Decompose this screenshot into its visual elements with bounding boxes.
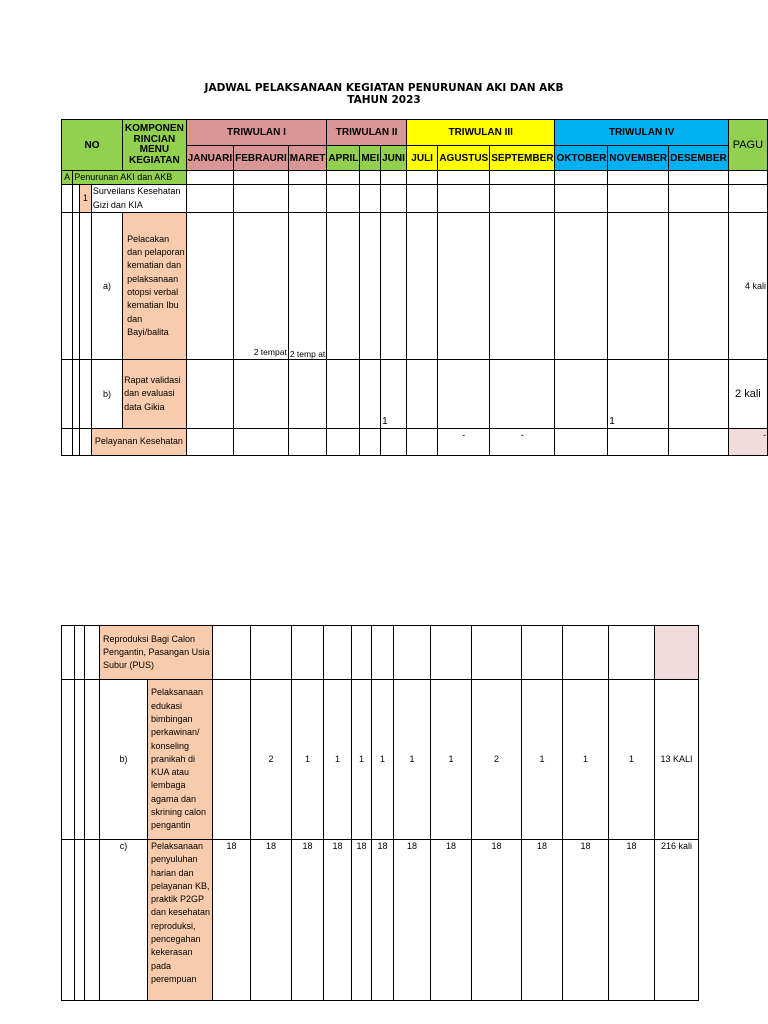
row-b-activity: Rapat validasi dan evaluasi data Gikia [123,360,187,429]
row2-b-jan [213,680,251,840]
row2-b-apr: 1 [324,680,352,840]
row2-c-activity: Pelaksanaan penyuluhan harian dan pelayanan KB, praktik P2GP dan kesehatan reproduksi, pencegahan kekerasan pada perempuan [148,840,213,1001]
row2-c-apr: 18 [324,840,352,1001]
row-pelayanan-label: Pelayanan Kesehatan [91,429,186,456]
row2-b-mei: 1 [352,680,372,840]
row2-b-mar: 1 [292,680,324,840]
header-pagu: PAGU [728,120,767,171]
row2-b-sep: 2 [472,680,522,840]
row-b-nov: 1 [608,360,669,429]
month-jul: JULI [406,146,437,171]
header-triwulan-1: TRIWULAN I [186,120,327,146]
row2-b-pagu: 13 KALI [655,680,699,840]
month-jun: JUNI [381,146,407,171]
month-sep: SEPTEMBER [490,146,555,171]
header-triwulan-3: TRIWULAN III [406,120,555,146]
row2-b-nov: 1 [563,680,609,840]
row2-b-activity: Pelaksanaan edukasi bimbingan perkawinan/ konseling pranikah di KUA atau lembaga agama dan skrining calon pengantin [148,680,213,840]
document-year: TAHUN 2023 [347,94,421,106]
month-mei: MEI [360,146,381,171]
row-a-pagu: 4 kali [728,213,767,360]
month-jan: JANUARI [186,146,233,171]
row-pelayanan-pagu: - [728,429,767,456]
section-code: A [62,171,73,185]
month-okt: OKTOBER [555,146,608,171]
row2-c-okt: 18 [522,840,563,1001]
month-nov: NOVEMBER [608,146,669,171]
row-a-activity: Pelacakan dan pelaporan kematian dan pelaksanaan otopsi verbal kematian Ibu dan Bayi/balita [123,213,187,360]
row2-c-agu: 18 [431,840,472,1001]
row2-c-feb: 18 [251,840,292,1001]
schedule-table-bottom [61,625,699,1001]
row-a-feb: 2 tempat [234,213,289,360]
row2-c-jul: 18 [394,840,431,1001]
row-a-mar: 2 temp at [288,213,327,360]
row2-b-letter: b) [100,680,148,840]
row2-c-mei: 18 [352,840,372,1001]
row2-c-nov: 18 [563,840,609,1001]
row-pelayanan-sep: - [490,429,555,456]
row-b-jun: 1 [381,360,407,429]
section-label: Penurunan AKI dan AKB [73,171,186,185]
row2-b-okt: 1 [522,680,563,840]
row2-b-des: 1 [609,680,655,840]
header-komponen: KOMPONEN RINCIAN MENU KEGIATAN [123,120,187,171]
row-reproduksi-label: Reproduksi Bagi Calon Pengantin, Pasangan Usia Subur (PUS) [100,626,213,680]
row-pelayanan-agu: - [438,429,490,456]
row2-c-sep: 18 [472,840,522,1001]
row-a-letter: a) [91,213,122,360]
row2-b-jun: 1 [372,680,394,840]
row2-c-des: 18 [609,840,655,1001]
row2-c-letter: c) [100,840,148,1001]
row-b-pagu: 2 kali [728,360,767,429]
item-number: 1 [80,185,92,213]
header-triwulan-4: TRIWULAN IV [555,120,728,146]
row2-c-jun: 18 [372,840,394,1001]
month-mar: MARET [288,146,327,171]
header-triwulan-2: TRIWULAN II [327,120,407,146]
row2-c-mar: 18 [292,840,324,1001]
row-b-letter: b) [91,360,122,429]
month-des: DESEMBER [669,146,729,171]
document-title: JADWAL PELAKSANAAN KEGIATAN PENURUNAN AKI DAN AKB [204,82,564,94]
item-label: Surveilans Kesehatan Gizi dan KIA [91,185,186,213]
month-feb: FEBRAURI [234,146,289,171]
row2-b-feb: 2 [251,680,292,840]
row2-b-jul: 1 [394,680,431,840]
month-apr: APRIL [327,146,360,171]
row2-c-jan: 18 [213,840,251,1001]
month-agu: AGUSTUS [438,146,490,171]
row2-c-pagu: 216 kali [655,840,699,1001]
schedule-table-top [61,119,768,456]
header-no: NO [62,120,123,171]
row2-b-agu: 1 [431,680,472,840]
